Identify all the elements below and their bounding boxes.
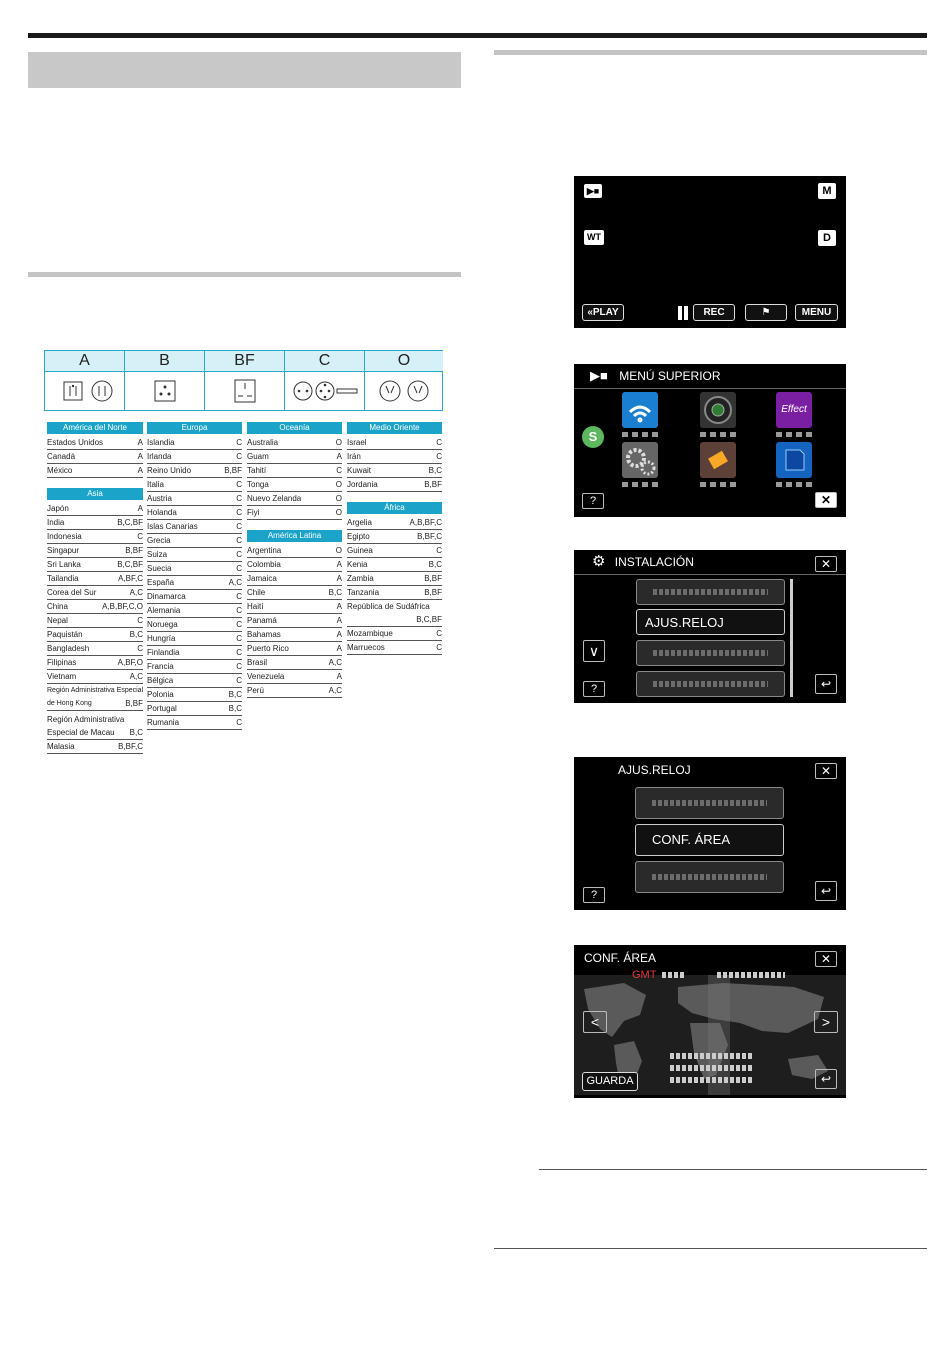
note-bottom-rule — [494, 1248, 927, 1249]
plug-col-a — [45, 351, 125, 410]
country-column-2 — [147, 422, 242, 730]
list-item: Dinamarca C — [147, 590, 242, 604]
list-item: Hungría C — [147, 632, 242, 646]
plug-col-bf — [205, 351, 285, 410]
previous-area-button[interactable]: < — [583, 1011, 607, 1033]
camera-screen-record — [574, 176, 846, 328]
list-item: Polonia B,C — [147, 688, 242, 702]
list-item: Marruecos C — [347, 641, 442, 655]
menu-dots — [700, 432, 736, 437]
camera-screen-clock — [574, 757, 846, 910]
list-item: Irlanda C — [147, 450, 242, 464]
gear-icon: ⚙ — [592, 553, 606, 570]
list-item: Estados Unidos A — [47, 436, 143, 450]
zoom-wt-button[interactable]: WT — [584, 230, 604, 245]
plug-col-o — [365, 351, 443, 410]
menu-dots — [776, 432, 812, 437]
list-item: Kuwait B,C — [347, 464, 442, 478]
list-item: Islas Canarias C — [147, 520, 242, 534]
list-item: Sri Lanka B,C,BF — [47, 558, 143, 572]
list-item: Tahití C — [247, 464, 342, 478]
list-item: Filipinas A,BF,O — [47, 656, 143, 670]
close-button[interactable]: ✕ — [815, 951, 837, 967]
camera-icon: ▶■ — [590, 368, 608, 383]
list-item: Francia C — [147, 660, 242, 674]
play-button[interactable]: «PLAY — [582, 304, 624, 321]
list-item: Holanda C — [147, 506, 242, 520]
plug-label: B — [125, 351, 204, 372]
menu-item-blurred[interactable] — [635, 787, 784, 819]
area-city-list — [670, 1053, 752, 1083]
pause-icon — [684, 306, 688, 320]
list-item: España A,C — [147, 576, 242, 590]
lens-icon[interactable] — [700, 392, 736, 428]
menu-item-clock-adjust[interactable]: AJUS.RELOJ — [636, 609, 785, 635]
list-item: Islandia C — [147, 436, 242, 450]
camera-screen-setup — [574, 550, 846, 703]
region-header: América Latina — [247, 530, 342, 542]
menu-dots — [622, 482, 658, 487]
display-button[interactable]: D — [818, 230, 836, 246]
list-item: Región Administrativa Especial — [47, 687, 144, 694]
menu-item-area-setting[interactable]: CONF. ÁREA — [635, 824, 784, 856]
region-list-middle-east — [347, 436, 442, 492]
list-item: Vietnam A,C — [47, 670, 143, 684]
region-list-asia — [47, 502, 143, 754]
list-item: Especial de Macau B,C — [47, 726, 143, 740]
region-list-africa-tail — [347, 627, 442, 655]
menu-item-blurred[interactable] — [636, 579, 785, 605]
screen-header — [574, 550, 846, 575]
menu-item-blurred[interactable] — [635, 861, 784, 893]
list-item: de Hong Kong B,BF — [47, 697, 143, 711]
plug-bf-icon — [205, 372, 284, 410]
close-button[interactable]: ✕ — [815, 492, 837, 508]
list-item: Nuevo Zelanda O — [247, 492, 342, 506]
region-header: América del Norte — [47, 422, 143, 434]
region-header: Europa — [147, 422, 242, 434]
list-item: Noruega C — [147, 618, 242, 632]
flag-button[interactable] — [745, 304, 787, 321]
plug-c-icon — [285, 372, 364, 410]
list-item: Colombia A — [247, 558, 342, 572]
rec-button[interactable]: REC — [693, 304, 735, 321]
list-item: Malasia B,BF,C — [47, 740, 143, 754]
section-header-bar — [28, 52, 461, 88]
plug-label: BF — [205, 351, 284, 372]
camera-screen-area — [574, 945, 846, 1098]
menu-button[interactable]: MENU — [795, 304, 838, 321]
region-list-europe — [147, 436, 242, 730]
hdmi-icon[interactable] — [700, 442, 736, 478]
list-item: Bélgica C — [147, 674, 242, 688]
screen-title: AJUS.RELOJ — [618, 763, 691, 777]
list-item: Jordania B,BF — [347, 478, 442, 492]
list-item: Zambia B,BF — [347, 572, 442, 586]
note-top-rule — [539, 1169, 927, 1170]
section-divider-right — [494, 50, 927, 55]
list-item: Irán C — [347, 450, 442, 464]
back-button[interactable]: ↩ — [815, 674, 837, 694]
plug-label: O — [365, 351, 443, 372]
help-button[interactable]: ? — [583, 887, 605, 903]
list-item: Nepal C — [47, 614, 143, 628]
back-button[interactable]: ↩ — [815, 881, 837, 901]
list-item: Suiza C — [147, 548, 242, 562]
list-item: Italia C — [147, 478, 242, 492]
effect-icon[interactable]: Effect — [776, 392, 812, 428]
list-item: Tanzania B,BF — [347, 586, 442, 600]
list-item: Indonesia C — [47, 530, 143, 544]
list-item: Kenia B,C — [347, 558, 442, 572]
region-list-north-america — [47, 436, 143, 478]
list-item: Argelia A,B,BF,C — [347, 516, 442, 530]
list-item: Perú A,C — [247, 684, 342, 698]
list-item: Reino Unido B,BF — [147, 464, 242, 478]
list-item: Portugal B,C — [147, 702, 242, 716]
plug-b-icon — [125, 372, 204, 410]
list-item: Argentina O — [247, 544, 342, 558]
plug-o-icon — [365, 372, 443, 410]
list-item: Venezuela A — [247, 670, 342, 684]
plug-a-icon — [45, 372, 124, 410]
close-button[interactable]: ✕ — [815, 556, 837, 572]
list-item: México A — [47, 464, 143, 478]
manual-mode-button[interactable]: M — [818, 183, 836, 199]
menu-dots — [622, 432, 658, 437]
plug-col-b — [125, 351, 205, 410]
region-header: Oceanía — [247, 422, 342, 434]
region-header: Medio Oriente — [347, 422, 442, 434]
list-item: Tailandia A,BF,C — [47, 572, 143, 586]
list-item: Suecia C — [147, 562, 242, 576]
screen-title: INSTALACIÓN — [614, 555, 694, 569]
list-item: Singapur B,BF — [47, 544, 143, 558]
screen-title: CONF. ÁREA — [584, 951, 657, 965]
menu-item-blurred[interactable] — [636, 671, 785, 697]
list-item: Fiyi O — [247, 506, 342, 520]
list-item: Jamaica A — [247, 572, 342, 586]
help-button[interactable]: ? — [583, 681, 605, 697]
flag-icon: ⚑ — [761, 307, 771, 318]
list-item: India B,C,BF — [47, 516, 143, 530]
list-item: Australia O — [247, 436, 342, 450]
list-item: Tonga O — [247, 478, 342, 492]
plug-types-table — [44, 350, 443, 411]
section-divider-left — [28, 272, 461, 277]
sd-card-icon[interactable] — [776, 442, 812, 478]
scrollbar[interactable] — [790, 579, 793, 697]
list-item: Haití A — [247, 600, 342, 614]
list-item: Panamá A — [247, 614, 342, 628]
region-list-oceania — [247, 436, 342, 520]
list-item: B,C,BF — [347, 613, 442, 627]
list-item: Bahamas A — [247, 628, 342, 642]
country-column-4 — [347, 422, 442, 655]
gmt-label: GMT — [632, 969, 657, 981]
plug-col-c — [285, 351, 365, 410]
list-item: Austria C — [147, 492, 242, 506]
region-header: África — [347, 502, 442, 514]
list-item: Región Administrativa — [47, 715, 125, 724]
video-mode-icon[interactable]: ▶■ — [584, 184, 602, 198]
list-item: Rumania C — [147, 716, 242, 730]
plug-label: C — [285, 351, 364, 372]
menu-dots — [776, 482, 812, 487]
list-item: República de Sudáfrica — [347, 602, 430, 611]
top-rule — [28, 33, 927, 38]
list-item: Mozambique C — [347, 627, 442, 641]
wifi-icon[interactable] — [622, 392, 658, 428]
list-item: Grecia C — [147, 534, 242, 548]
menu-dots — [700, 482, 736, 487]
menu-item-blurred[interactable] — [636, 640, 785, 666]
plug-label: A — [45, 351, 124, 372]
list-item: Guinea C — [347, 544, 442, 558]
list-item: Japón A — [47, 502, 143, 516]
back-button[interactable]: ↩ — [815, 1069, 837, 1089]
list-item: Bangladesh C — [47, 642, 143, 656]
list-item: Israel C — [347, 436, 442, 450]
region-header: Asia — [47, 488, 143, 500]
list-item: Alemania C — [147, 604, 242, 618]
country-column-1 — [47, 422, 143, 754]
region-list-latin-america — [247, 544, 342, 698]
camera-screen-top-menu — [574, 364, 846, 517]
close-button[interactable]: ✕ — [815, 763, 837, 779]
country-column-3 — [247, 422, 342, 698]
setup-gear-icon[interactable] — [622, 442, 658, 478]
help-button[interactable]: ? — [582, 493, 604, 509]
gmt-readout — [632, 969, 785, 981]
scroll-down-button[interactable]: ∨ — [583, 640, 605, 662]
list-item: Corea del Sur A,C — [47, 586, 143, 600]
screen-header — [574, 364, 846, 389]
pause-icon — [678, 306, 682, 320]
list-item: Egipto B,BF,C — [347, 530, 442, 544]
list-item: Finlandia C — [147, 646, 242, 660]
list-item: Puerto Rico A — [247, 642, 342, 656]
next-area-button[interactable]: > — [814, 1011, 838, 1033]
region-list-africa — [347, 516, 442, 600]
list-item: Brasil A,C — [247, 656, 342, 670]
screen-title: MENÚ SUPERIOR — [619, 369, 721, 383]
list-item: China A,B,BF,C,O — [47, 600, 143, 614]
list-item: Canadá A — [47, 450, 143, 464]
shortcut-icon[interactable]: S — [582, 426, 604, 448]
save-button[interactable]: GUARDA — [582, 1072, 638, 1091]
list-item: Guam A — [247, 450, 342, 464]
list-item: Paquistán B,C — [47, 628, 143, 642]
list-item: Chile B,C — [247, 586, 342, 600]
